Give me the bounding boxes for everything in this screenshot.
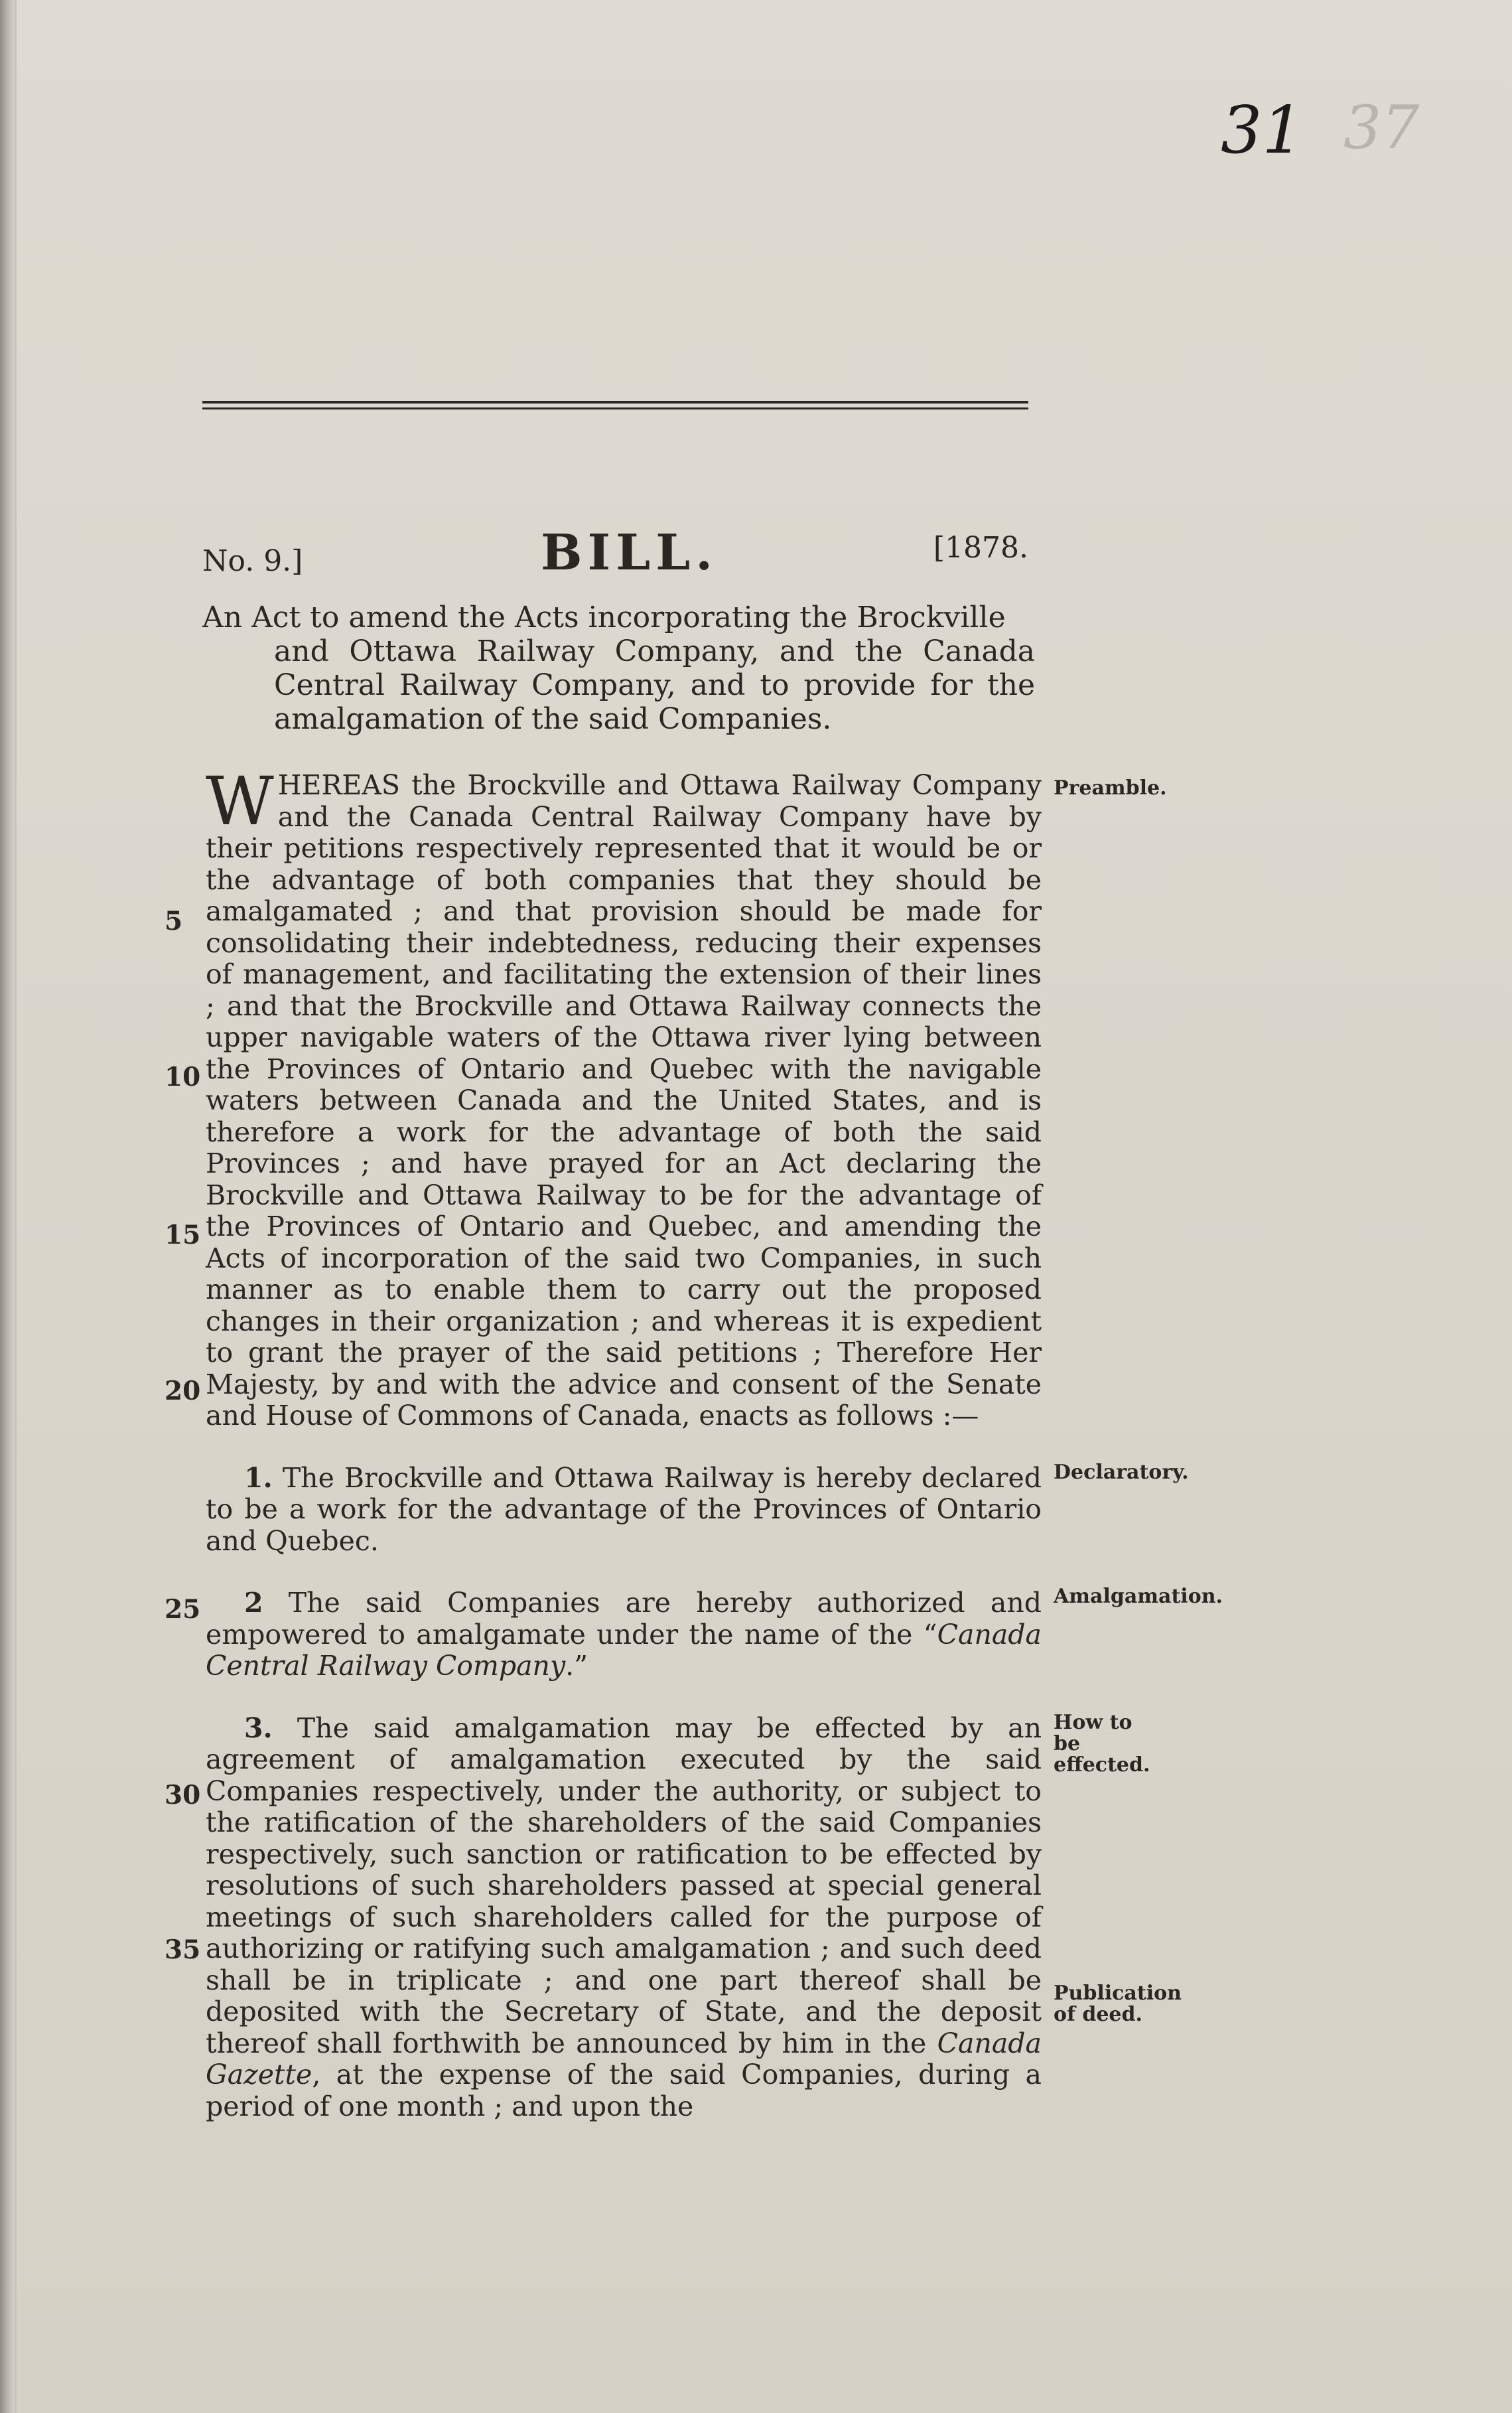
- section-2-text: The said Companies are hereby authorized and empowered to amalgamate under the name of the “: [206, 1587, 1042, 1650]
- line-number-15: 15: [165, 1220, 201, 1250]
- section-2-company-name: Canada Central Railway Company: [206, 1618, 1042, 1682]
- section-3-number: 3.: [244, 1712, 273, 1744]
- bill-title: BILL.: [541, 524, 718, 581]
- bill-body: [206, 763, 1042, 2122]
- margin-note-declaratory: Declaratory.: [1054, 1461, 1189, 1484]
- handwritten-page-number: 31: [1221, 93, 1304, 169]
- page-edge-shadow: [0, 0, 15, 2413]
- section-1-number: 1.: [244, 1461, 273, 1494]
- faded-page-number: 37: [1343, 93, 1420, 163]
- margin-note-publication: Publication of deed.: [1054, 1982, 1182, 2026]
- bill-number: No. 9.]: [202, 544, 303, 578]
- section-3-text-end: , at the expense of the said Companies, during a period of one month ; and upon the: [206, 2059, 1042, 2122]
- section-1: [206, 1463, 1042, 1558]
- preamble-text: HEREAS the Brockville and Ottawa Railway Company and the Canada Central Railway Company have by their petitions respectively represented that it would be or the advantage of both companies that they should be amalgamated ; and that provision should be made for consolidating their indebtedness, reducing their expenses of management, and facilitating the extension of their lines ; and that the Brockville and Ottawa Railway connects the upper navigable waters of the Ottawa river lying between the Provinces of Ontario and Quebec with the navigable waters between Canada and the United States, and is therefore a work for the advantage of both the said Provinces ; and have prayed for an Act declaring the Brockville and Ottawa Railway to be for the advantage of the Provinces of Ontario and Quebec, and amending the Acts of incorporation of the said two Companies, in such manner as to enable them to carry out the proposed changes in their organization ; and whereas it is expedient to grant the prayer of the said petitions ; Therefore Her Majesty, by and with the advice and consent of the Senate and House of Commons of Canada, enacts as follows :—: [206, 769, 1042, 1431]
- header-rule-bottom: [202, 407, 1028, 409]
- section-3-text: The said amalgamation may be effected by an agreement of amalgamation executed by the said Companies respectively, under the authority, or subject to the ratification of the shareholders of the said Companies respectively, such sanction or ratification to be effected by resolutions of such shareholders passed at special general meetings of such shareholders called for the purpose of authorizing or ratifying such amalgamation ; and such deed shall be in triplicate ; and one part thereof shall be deposited with the Secretary of State, and the deposit thereof shall forthwith be announced by him in the: [206, 1712, 1042, 2059]
- section-1-text: The Brockville and Ottawa Railway is hereby declared to be a work for the advantage of the Provinces of Ontario and Quebec.: [206, 1461, 1042, 1557]
- preamble-dropcap: W: [206, 763, 274, 840]
- margin-note-amalgamation: Amalgamation.: [1054, 1585, 1223, 1608]
- page-fold: [15, 0, 17, 2413]
- line-number-5: 5: [165, 906, 183, 936]
- line-number-10: 10: [165, 1062, 201, 1092]
- header-rule-top: [202, 401, 1028, 403]
- preamble: [206, 763, 1042, 1432]
- margin-note-how-effected: How to be effected.: [1054, 1711, 1150, 1777]
- margin-note-preamble: Preamble.: [1054, 776, 1167, 800]
- section-2-number: 2: [244, 1587, 263, 1619]
- section-3-gazette: Canada Gazette: [206, 2027, 1042, 2090]
- long-title: [202, 601, 1035, 736]
- section-3: [206, 1713, 1042, 2123]
- section-2-text-end: .”: [565, 1650, 588, 1682]
- bill-year: [1878.: [933, 531, 1028, 565]
- section-2: [206, 1587, 1042, 1682]
- long-title-line1: An Act to amend the Acts incorporating the Brockville: [202, 601, 1006, 634]
- long-title-rest: and Ottawa Railway Company, and the Canada Central Railway Company, and to provide for the amalgamation of the said Companies.: [274, 634, 1035, 736]
- line-number-35: 35: [165, 1935, 201, 1965]
- line-number-30: 30: [165, 1780, 201, 1810]
- line-number-20: 20: [165, 1376, 201, 1406]
- line-number-25: 25: [165, 1594, 201, 1625]
- bill-header: [202, 524, 1028, 597]
